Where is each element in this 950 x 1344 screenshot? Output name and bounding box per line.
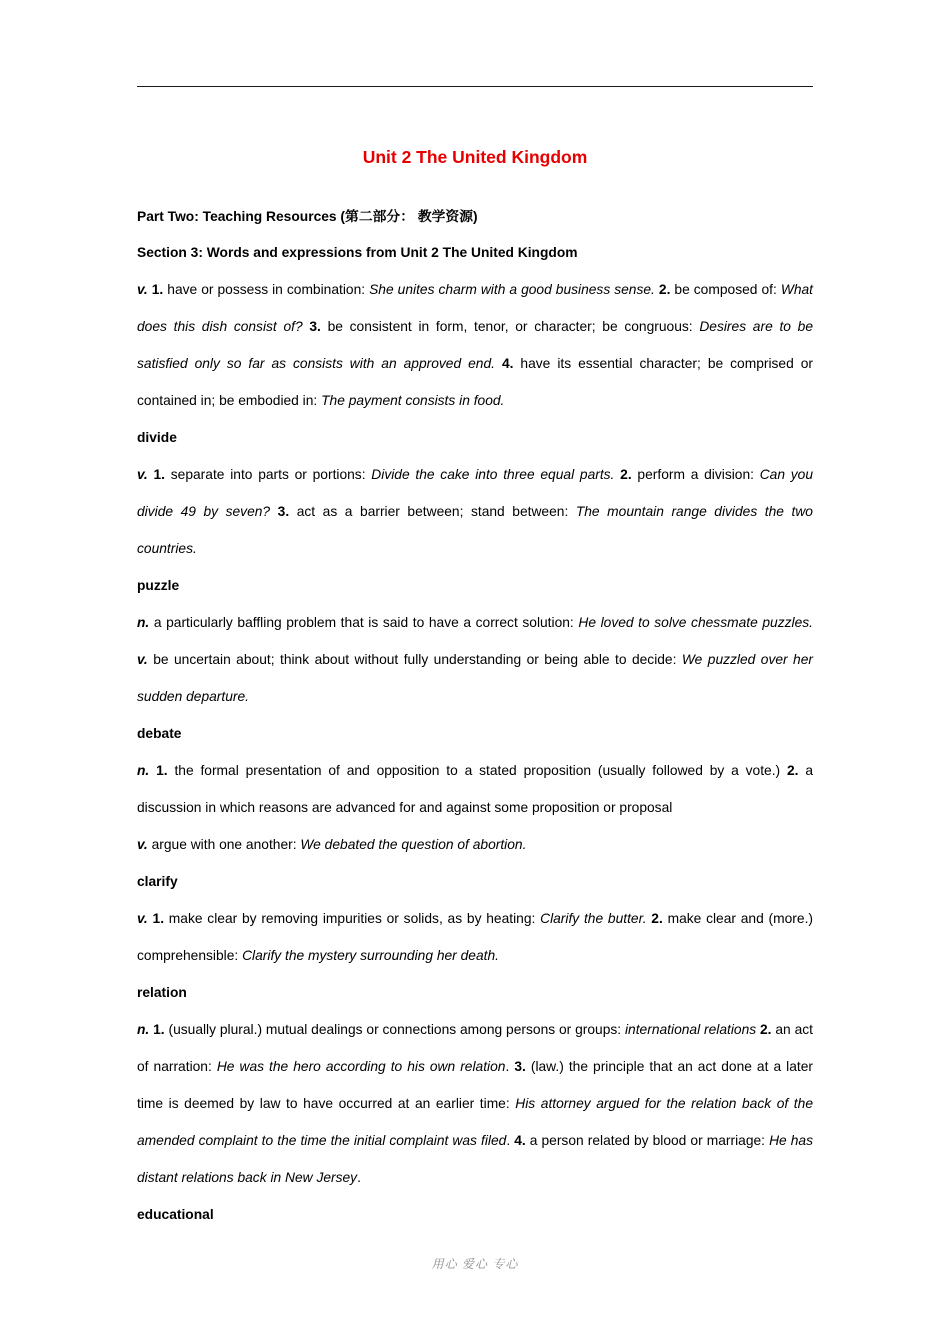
document-title: Unit 2 The United Kingdom (362, 147, 588, 167)
document-body (137, 271, 813, 1233)
text-run: a discussion in which reasons are advanced for and against some proposition or proposal (137, 763, 813, 815)
text-run: separate into parts or portions: (165, 467, 372, 482)
text-run: make clear and (more.) comprehensible: (137, 911, 814, 963)
text-run: He loved to solve chessmate puzzles. (578, 615, 813, 630)
text-run: relation (137, 985, 187, 1000)
text-run: puzzle (137, 578, 180, 593)
text-run: v. (137, 282, 148, 297)
text-run: v. (137, 837, 148, 852)
text-run: (law.) the principle that an act done at a later time is deemed by law to have occurred at an earlier time: (137, 1059, 813, 1111)
text-run: 1. (149, 763, 168, 778)
document-content (0, 86, 950, 1233)
text-run: a particularly baffling problem that is said to have a correct solution: (149, 615, 579, 630)
headword (137, 863, 813, 900)
text-run: 3. (270, 504, 290, 519)
text-run: 2. (646, 911, 663, 926)
part-heading: Part Two: Teaching Resources (第二部分： 教学资源) (137, 209, 478, 224)
text-run: Clarify the mystery surrounding her death. (242, 948, 499, 963)
text-run: v. (137, 467, 148, 482)
definition-paragraph (137, 456, 813, 567)
text-run: be composed of: (670, 282, 781, 297)
text-run: perform a division: (631, 467, 760, 482)
text-run: We puzzled over her sudden departure. (137, 652, 813, 704)
text-run: Can you divide 49 by seven? (137, 467, 814, 519)
text-run: argue with one another: (147, 837, 301, 852)
text-run: (usually plural.) mutual dealings or connections among persons or groups: (164, 1022, 625, 1037)
text-run: 4. (494, 356, 514, 371)
definition-paragraph (137, 604, 813, 715)
text-run: act as a barrier between; stand between: (289, 504, 576, 519)
text-run: 1. (147, 467, 166, 482)
text-run: 2. (756, 1022, 772, 1037)
text-run: v. (137, 911, 148, 926)
definition-paragraph (137, 826, 813, 863)
text-run: a person related by blood or marriage: (525, 1133, 770, 1148)
text-run: have its essential character; be comprised or contained in; be embodied in: (137, 356, 814, 408)
text-run: make clear by removing impurities or solids, as by heating: (164, 911, 541, 926)
definition-paragraph (137, 752, 813, 826)
page-footer: 用心 爱心 专心 (431, 1257, 519, 1271)
text-run: be consistent in form, tenor, or character; be congruous: (320, 319, 700, 334)
text-run: clarify (137, 874, 178, 889)
text-run: divide (137, 430, 177, 445)
definition-paragraph (137, 1011, 813, 1196)
text-run: be uncertain about; think about without fully understanding or being able to decide: (147, 652, 682, 667)
definition-paragraph (137, 900, 813, 974)
text-run: 4. (514, 1133, 526, 1148)
text-run: She unites charm with a good business sense. (369, 282, 655, 297)
headword (137, 419, 813, 456)
section-heading: Section 3: Words and expressions from Unit 2 The United Kingdom (137, 245, 578, 260)
text-run: The payment consists in food. (321, 393, 505, 408)
text-run: 2. (786, 763, 799, 778)
headword (137, 974, 813, 1011)
text-run: His attorney argued for the relation back of the amended complaint to the time the initial complaint was filed (137, 1096, 813, 1148)
headword (137, 567, 813, 604)
text-run: Divide the cake into three equal parts. (371, 467, 615, 482)
text-run: Clarify the butter. (540, 911, 647, 926)
text-run: n. (137, 763, 150, 778)
text-run: The mountain range divides the two countries. (137, 504, 813, 556)
headword (137, 715, 813, 752)
text-run: What does this dish consist of? (137, 282, 814, 334)
text-run: v. (137, 652, 148, 667)
text-run: He was the hero according to his own relation (216, 1059, 506, 1074)
text-run: . (506, 1133, 515, 1148)
text-run: debate (137, 726, 182, 741)
text-run: 3. (302, 319, 321, 334)
text-run: have or possess in combination: (163, 282, 370, 297)
text-run: Desires are to be satisfied only so far as consists with an approved end. (137, 319, 814, 371)
text-run: 3. (514, 1059, 526, 1074)
text-run: the formal presentation of and opposition to a stated proposition (usually followed by a vote.) (167, 763, 787, 778)
text-run: He has distant relations back in New Jersey (137, 1133, 813, 1185)
text-run: 2. (614, 467, 632, 482)
text-run: 1. (147, 282, 164, 297)
text-run: We debated the question of abortion. (300, 837, 527, 852)
header-rule (137, 86, 813, 87)
text-run: 2. (654, 282, 671, 297)
headword (137, 1196, 813, 1233)
text-run: 1. (147, 911, 165, 926)
text-run: n. (137, 1022, 150, 1037)
text-run: educational (137, 1207, 214, 1222)
text-run: 1. (149, 1022, 165, 1037)
text-run: international relations (624, 1022, 757, 1037)
text-run: n. (137, 615, 150, 630)
text-run: an act of narration: (137, 1022, 813, 1074)
definition-paragraph (137, 271, 813, 419)
text-run: . (505, 1059, 515, 1074)
text-run: . (357, 1170, 361, 1185)
